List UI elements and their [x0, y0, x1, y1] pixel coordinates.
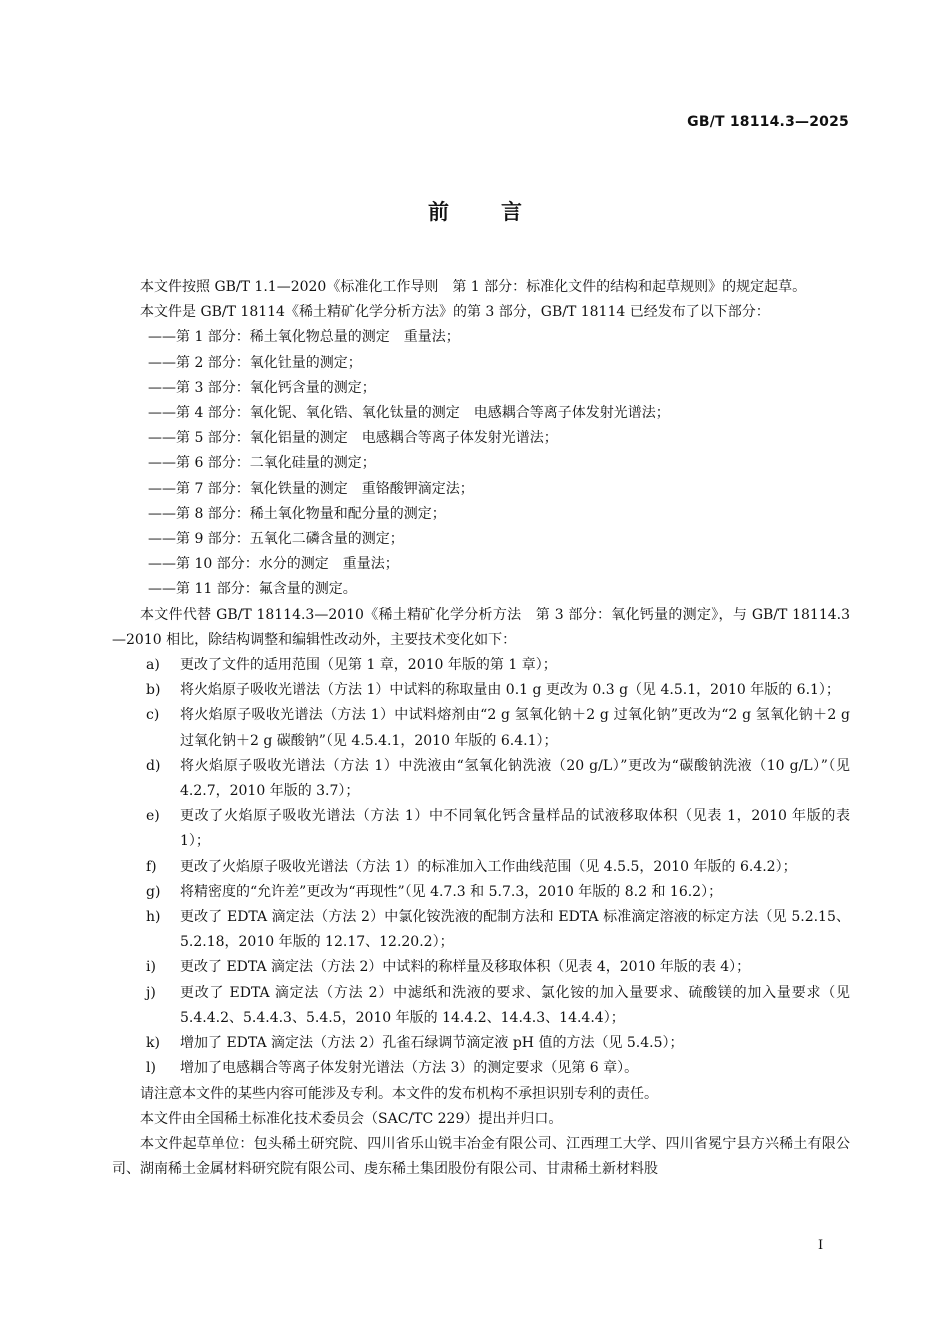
change-marker: g) — [146, 883, 161, 900]
part-list-item: ——第 10 部分：水分的测定 重量法； — [148, 556, 399, 573]
paragraph-drafting-units: 本文件起草单位：包头稀土研究院、四川省乐山锐丰冶金有限公司、江西理工大学、四川省冕宁县方兴稀土有限公司、湖南稀土金属材料研究院有限公司、虔东稀土集团股份有限公司、甘肃稀土新材料股 — [112, 1135, 850, 1178]
change-text: 将精密度的“允许差”更改为“再现性”（见 4.7.3 和 5.7.3，2010 年版的 8.2 和 16.2）； — [180, 883, 723, 900]
part-list-item: ——第 1 部分：稀土氧化物总量的测定 重量法； — [148, 329, 460, 346]
change-marker: e) — [146, 808, 160, 825]
part-list-item: ——第 5 部分：氧化铝量的测定 电感耦合等离子体发射光谱法； — [148, 430, 558, 447]
change-text: 将火焰原子吸收光谱法（方法 1）中试料熔剂由“2 g 氢氧化钠＋2 g 过氧化钠”更改为“2 g 氢氧化钠＋2 g 过氧化钠＋2 g 碳酸钠”（见 4.5.4.1，2010 年版的 6.4.1）； — [180, 707, 850, 749]
change-item — [112, 703, 850, 753]
part-list-item: ——第 11 部分：氟含量的测定。 — [148, 581, 357, 598]
change-text: 更改了文件的适用范围（见第 1 章，2010 年版的第 1 章）； — [180, 657, 557, 674]
change-marker: l) — [146, 1060, 156, 1077]
paragraph-series-intro: 本文件是 GB/T 18114《稀土精矿化学分析方法》的第 3 部分，GB/T 18114 已经发布了以下部分： — [140, 304, 770, 321]
change-marker: i) — [146, 959, 156, 976]
change-marker: h) — [146, 909, 161, 926]
change-text: 更改了 EDTA 滴定法（方法 2）中氯化铵洗液的配制方法和 EDTA 标准滴定溶液的标定方法（见 5.2.15、5.2.18，2010 年版的 12.17、12.20.2）； — [180, 909, 850, 951]
change-item — [112, 905, 850, 955]
page-number: I — [818, 1238, 824, 1253]
part-list-item: ——第 9 部分：五氧化二磷含量的测定； — [148, 531, 404, 548]
change-text: 更改了 EDTA 滴定法（方法 2）中滤纸和洗液的要求、氯化铵的加入量要求、硫酸镁的加入量要求（见 5.4.4.2、5.4.4.3、5.4.5，2010 年版的 14.4.2、14.4.3、14.4.4）； — [180, 984, 850, 1026]
change-item — [112, 981, 850, 1031]
paragraph-patent-notice: 请注意本文件的某些内容可能涉及专利。本文件的发布机构不承担识别专利的责任。 — [140, 1085, 658, 1102]
change-text: 将火焰原子吸收光谱法（方法 1）中试料的称取量由 0.1 g 更改为 0.3 g（见 4.5.1，2010 年版的 6.1）； — [180, 682, 840, 699]
change-text: 将火焰原子吸收光谱法（方法 1）中洗液由“氢氧化钠洗液（20 g/L）”更改为“碳酸钠洗液（10 g/L）”（见 4.2.7，2010 年版的 3.7）； — [180, 757, 850, 800]
change-item — [112, 754, 850, 804]
change-text: 更改了 EDTA 滴定法（方法 2）中试料的称样量及移取体积（见表 4，2010 年版的表 4）； — [180, 959, 751, 976]
change-marker: c) — [146, 707, 160, 724]
change-item — [112, 1031, 850, 1056]
standard-number: GB/T 18114.3—2025 — [687, 114, 849, 130]
part-list-item: ——第 8 部分：稀土氧化物量和配分量的测定； — [148, 505, 446, 522]
part-list-item: ——第 7 部分：氧化铁量的测定 重铬酸钾滴定法； — [148, 480, 474, 497]
change-item — [112, 653, 850, 678]
change-text: 增加了电感耦合等离子体发射光谱法（方法 3）的测定要求（见第 6 章）。 — [180, 1060, 639, 1077]
paragraph-proposer: 本文件由全国稀土标准化技术委员会（SAC/TC 229）提出并归口。 — [140, 1110, 563, 1127]
change-text: 增加了 EDTA 滴定法（方法 2）孔雀石绿调节滴定液 pH 值的方法（见 5.4.5）； — [180, 1035, 684, 1052]
part-list-item: ——第 2 部分：氧化钍量的测定； — [148, 354, 362, 371]
part-list-item: ——第 3 部分：氧化钙含量的测定； — [148, 379, 376, 396]
change-text: 更改了火焰原子吸收光谱法（方法 1）的标准加入工作曲线范围（见 4.5.5，2010 年版的 6.4.2）； — [180, 858, 797, 875]
change-marker: k) — [146, 1035, 160, 1052]
change-marker: b) — [146, 682, 161, 699]
foreword-body — [112, 275, 850, 1182]
change-marker: j) — [146, 984, 156, 1001]
part-list-item: ——第 6 部分：二氧化硅量的测定； — [148, 455, 376, 472]
change-item — [112, 1056, 850, 1081]
paragraph-replacement: 本文件代替 GB/T 18114.3—2010《稀土精矿化学分析方法 第 3 部分：氧化钙量的测定》，与 GB/T 18114.3—2010 相比，除结构调整和编辑性改动外，主要技术变化如下： — [112, 606, 850, 648]
change-item — [112, 855, 850, 880]
change-marker: f) — [146, 858, 157, 875]
part-list-item: ——第 4 部分：氧化铌、氧化锆、氧化钛量的测定 电感耦合等离子体发射光谱法； — [148, 405, 670, 422]
changes-list — [112, 653, 850, 1081]
paragraph-drafting-rules: 本文件按照 GB/T 1.1—2020《标准化工作导则 第 1 部分：标准化文件的结构和起草规则》的规定起草。 — [140, 279, 807, 295]
change-marker: d) — [146, 757, 161, 774]
change-item — [112, 880, 850, 905]
change-marker: a) — [146, 657, 160, 674]
change-text: 更改了火焰原子吸收光谱法（方法 1）中不同氧化钙含量样品的试液移取体积（见表 1，2010 年版的表 1）； — [180, 808, 850, 850]
change-item — [112, 955, 850, 980]
change-item — [112, 678, 850, 703]
change-item — [112, 804, 850, 854]
page-title: 前言 — [428, 200, 574, 224]
